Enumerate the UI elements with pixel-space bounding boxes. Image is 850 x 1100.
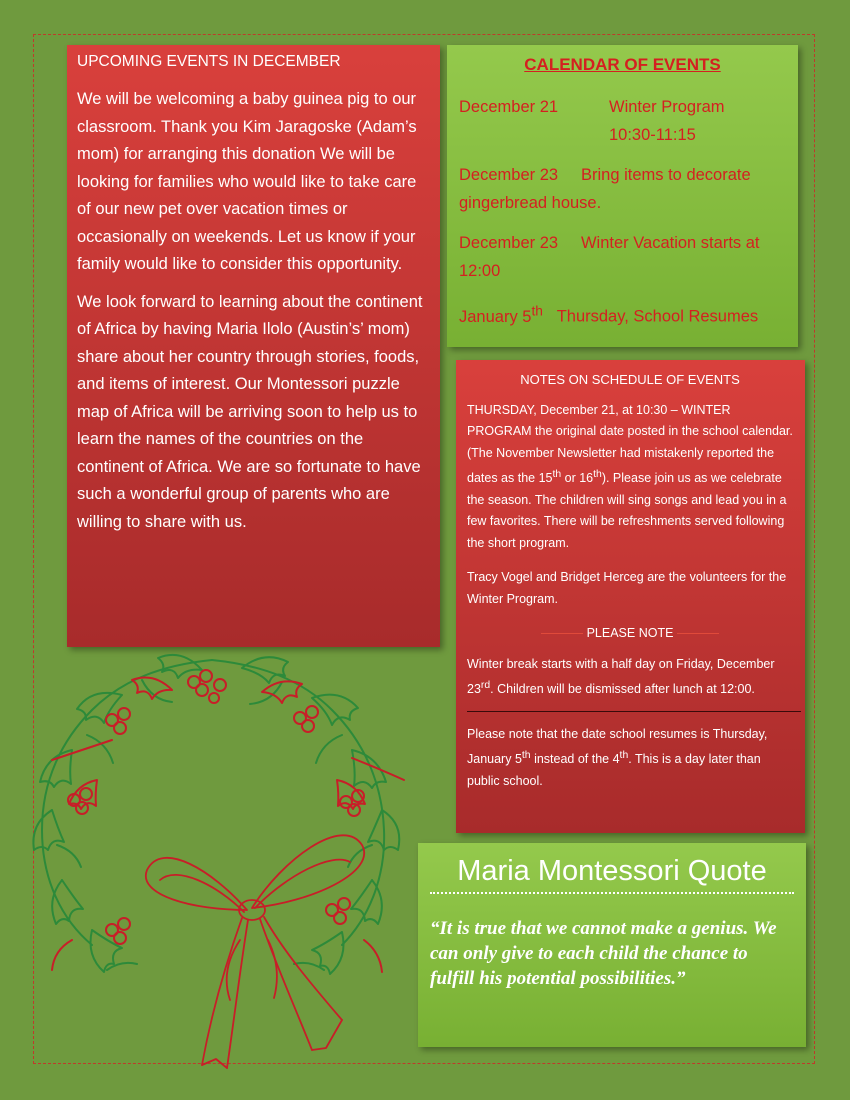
event-date: December 23: [459, 166, 559, 184]
africa-paragraph: We look forward to learning about the continent of Africa by having Maria Ilolo (Austin’s’ mom) share about her country through stories, foods, and items of interest. Our Montessori puzzle map of Africa will be arriving soon to help us to learn the names of the countries on the continent of Africa. We are so fortunate to have such a wonderful group of parents who are willing to share with us.: [77, 292, 423, 531]
event-date: December 21: [459, 98, 559, 116]
calendar-row: [459, 229, 786, 285]
volunteers-note: Tracy Vogel and Bridget Herceg are the volunteers for the Winter Program.: [467, 570, 787, 606]
winter-program-note: [467, 400, 793, 555]
note-text: or 16: [561, 471, 594, 486]
event-description: [609, 93, 725, 149]
ordinal-suffix: th: [552, 469, 562, 480]
quote-title: Maria Montessori Quote: [430, 855, 794, 894]
ordinal-suffix: rd: [480, 680, 491, 692]
event-description: Thursday, School Resumes: [556, 307, 759, 326]
please-note-label: PLEASE NOTE: [586, 626, 674, 641]
divider-line: [677, 633, 719, 634]
ordinal-suffix: th: [521, 750, 531, 762]
quote-box: [418, 843, 806, 1047]
calendar-box: [447, 45, 798, 347]
event-description: Bring items to decorate gingerbread house.: [459, 166, 751, 212]
event-date: [459, 303, 543, 326]
ordinal-suffix: th: [619, 750, 629, 762]
note-text: . Children will be dismissed after lunch at 12:00.: [490, 682, 755, 697]
section-divider: [467, 711, 801, 712]
ordinal-suffix: th: [593, 469, 602, 480]
calendar-title: CALENDAR OF EVENTS: [524, 55, 721, 74]
upcoming-events-box: [67, 45, 440, 647]
upcoming-events-heading: UPCOMING EVENTS IN DECEMBER: [77, 53, 341, 70]
holly-wreath-icon: [12, 640, 422, 1080]
note-text: THURSDAY, December 21, at 10:30 – WINTER PROGRAM the original date posted in the school calendar. (The November Newsletter had mistakenly reported the dates as the 15: [467, 402, 793, 486]
calendar-row: [459, 297, 786, 331]
calendar-row: [459, 161, 786, 217]
divider-line: [541, 633, 583, 634]
note-text: Please note that the date school resumes is Thursday, January 5: [467, 726, 768, 767]
schedule-notes-box: [456, 360, 805, 833]
quote-text: “It is true that we cannot make a genius. We can only give to each child the chance to fulfill his potential possibilities.”: [430, 918, 777, 989]
event-description: Winter Vacation starts at 12:00: [459, 234, 760, 280]
note-text: instead of the 4: [530, 752, 620, 767]
calendar-row: [459, 93, 786, 149]
date-suffix: th: [531, 303, 543, 318]
note-text: Winter break starts with a half day on Friday, December 23: [467, 656, 775, 697]
event-date: December 23: [459, 234, 559, 252]
notes-title: NOTES ON SCHEDULE OF EVENTS: [520, 372, 740, 387]
event-time: 10:30-11:15: [609, 126, 696, 144]
event-description-line: Winter Program: [609, 98, 725, 116]
winter-break-note: [467, 654, 793, 701]
note-text: . This is a day later than public school.: [467, 752, 761, 788]
please-note-divider: [467, 623, 793, 645]
guinea-pig-paragraph: We will be welcoming a baby guinea pig to our classroom. Thank you Kim Jaragoske (Adam’s mom) for arranging this donation We will be looking for families who would like to take care of our new pet over vacation times or occasionally on weekends. Let us know if your family would like to consider this opportunity.: [77, 90, 417, 273]
note-text: ). Please join us as we celebrate the season. The children will sing songs and lead you in a few favorites. There will be refreshments served following the short program.: [467, 471, 787, 550]
school-resumes-note: [467, 724, 793, 793]
event-date-main: January 5: [459, 307, 532, 326]
